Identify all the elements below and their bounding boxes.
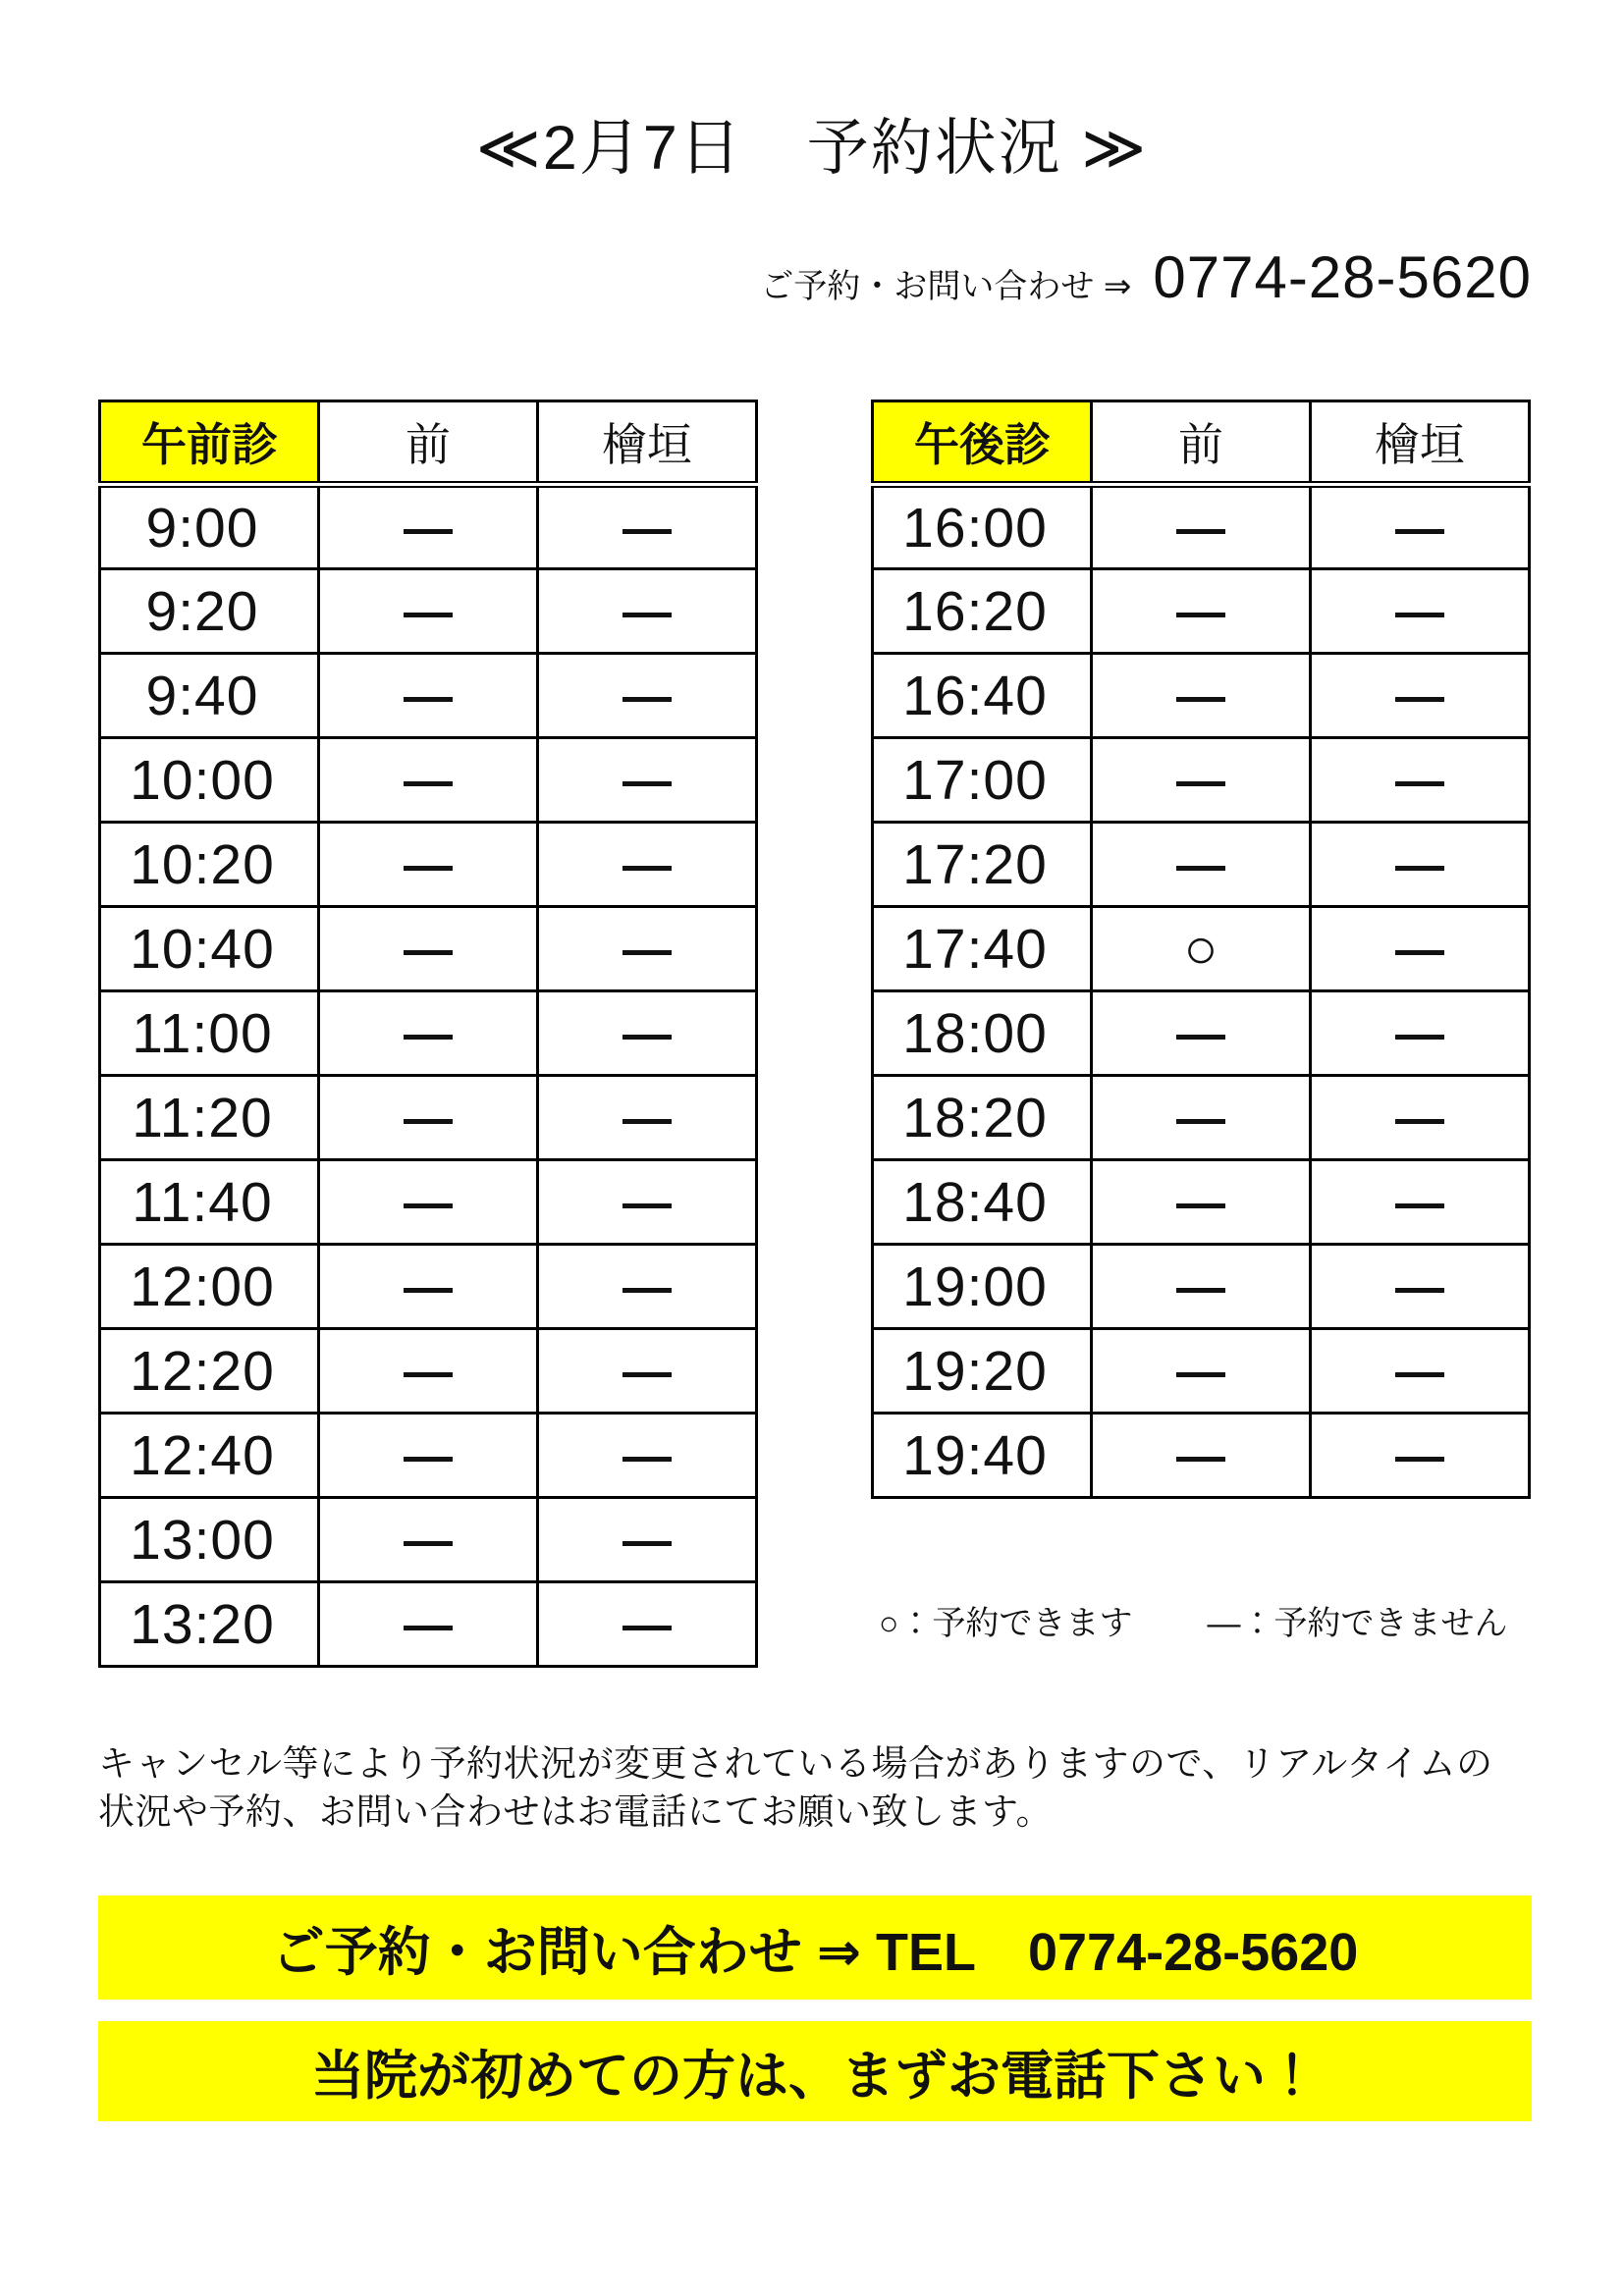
status-unavailable-cell: — bbox=[1311, 991, 1530, 1076]
status-unavailable-cell: — bbox=[1311, 1329, 1530, 1414]
status-unavailable-cell: — bbox=[319, 823, 538, 907]
status-unavailable-cell: — bbox=[319, 1329, 538, 1414]
status-unavailable-cell: — bbox=[538, 1076, 757, 1160]
morning-header-row bbox=[100, 401, 757, 485]
status-unavailable-cell: — bbox=[1092, 1076, 1311, 1160]
status-unavailable-cell: — bbox=[319, 1245, 538, 1329]
table-row bbox=[873, 654, 1530, 738]
morning-schedule-table bbox=[98, 400, 758, 1668]
time-cell: 10:40 bbox=[100, 907, 319, 991]
page-title: ≪2月7日 予約状況 ≫ bbox=[475, 114, 1149, 183]
status-unavailable-cell: — bbox=[319, 1076, 538, 1160]
status-unavailable-cell: — bbox=[538, 907, 757, 991]
phone-banner-text: ご予約・お問い合わせ ⇒ TEL 0774-28-5620 bbox=[271, 1922, 1359, 1982]
legend bbox=[879, 1596, 1508, 1644]
status-unavailable-cell: — bbox=[538, 1582, 757, 1667]
time-cell: 12:40 bbox=[100, 1414, 319, 1498]
status-unavailable-cell: — bbox=[1311, 569, 1530, 654]
status-unavailable-cell: — bbox=[1092, 1245, 1311, 1329]
table-row bbox=[100, 485, 757, 569]
status-unavailable-cell: — bbox=[319, 485, 538, 569]
status-unavailable-cell: — bbox=[538, 485, 757, 569]
status-unavailable-cell: — bbox=[319, 1498, 538, 1582]
status-unavailable-cell: — bbox=[538, 1245, 757, 1329]
afternoon-table-body bbox=[873, 485, 1530, 1498]
status-available-cell: ○ bbox=[1092, 907, 1311, 991]
table-row bbox=[100, 1582, 757, 1667]
table-row bbox=[873, 1329, 1530, 1414]
doctor-mae-header-cell: 前 bbox=[1092, 401, 1311, 485]
status-unavailable-cell: — bbox=[538, 1160, 757, 1245]
time-cell: 18:20 bbox=[873, 1076, 1092, 1160]
status-unavailable-cell: — bbox=[1092, 485, 1311, 569]
legend-unavailable: —：予約できません bbox=[1207, 1605, 1508, 1642]
table-row bbox=[873, 1160, 1530, 1245]
status-unavailable-cell: — bbox=[319, 1582, 538, 1667]
contact-label: ご予約・お問い合わせ ⇒ bbox=[760, 268, 1132, 305]
time-cell: 18:00 bbox=[873, 991, 1092, 1076]
status-unavailable-cell: — bbox=[538, 1498, 757, 1582]
table-row bbox=[873, 991, 1530, 1076]
status-unavailable-cell: — bbox=[319, 654, 538, 738]
time-cell: 11:20 bbox=[100, 1076, 319, 1160]
morning-clinic-header-cell: 午前診 bbox=[100, 401, 319, 485]
status-unavailable-cell: — bbox=[1311, 1414, 1530, 1498]
status-unavailable-cell: — bbox=[1311, 1160, 1530, 1245]
table-row bbox=[100, 1245, 757, 1329]
status-unavailable-cell: — bbox=[1092, 654, 1311, 738]
status-unavailable-cell: — bbox=[319, 1160, 538, 1245]
afternoon-schedule-table bbox=[871, 400, 1531, 1499]
afternoon-clinic-header-cell: 午後診 bbox=[873, 401, 1092, 485]
time-cell: 18:40 bbox=[873, 1160, 1092, 1245]
status-unavailable-cell: — bbox=[1311, 823, 1530, 907]
status-unavailable-cell: — bbox=[538, 569, 757, 654]
afternoon-header-row bbox=[873, 401, 1530, 485]
notice-text: キャンセル等により予約状況が変更されている場合がありますので、リアルタイムの状況や予約、お問い合わせはお電話にてお願い致します。 bbox=[98, 1743, 1493, 1833]
time-cell: 17:00 bbox=[873, 738, 1092, 823]
table-row bbox=[100, 1160, 757, 1245]
time-cell: 17:40 bbox=[873, 907, 1092, 991]
morning-table-container bbox=[98, 400, 758, 1668]
time-cell: 13:00 bbox=[100, 1498, 319, 1582]
table-row bbox=[873, 823, 1530, 907]
time-cell: 9:40 bbox=[100, 654, 319, 738]
status-unavailable-cell: — bbox=[1311, 485, 1530, 569]
time-cell: 13:20 bbox=[100, 1582, 319, 1667]
contact-phone-number: 0774-28-5620 bbox=[1153, 244, 1532, 310]
status-unavailable-cell: — bbox=[319, 991, 538, 1076]
phone-banner bbox=[98, 1896, 1532, 2000]
status-unavailable-cell: — bbox=[538, 1329, 757, 1414]
table-row bbox=[873, 1245, 1530, 1329]
legend-available: ○：予約できます bbox=[879, 1605, 1133, 1642]
time-cell: 11:00 bbox=[100, 991, 319, 1076]
status-unavailable-cell: — bbox=[319, 907, 538, 991]
status-unavailable-cell: — bbox=[1311, 907, 1530, 991]
table-row bbox=[100, 1076, 757, 1160]
time-cell: 12:00 bbox=[100, 1245, 319, 1329]
time-cell: 16:40 bbox=[873, 654, 1092, 738]
status-unavailable-cell: — bbox=[319, 569, 538, 654]
time-cell: 10:20 bbox=[100, 823, 319, 907]
status-unavailable-cell: — bbox=[319, 738, 538, 823]
afternoon-table-container bbox=[871, 400, 1531, 1499]
status-unavailable-cell: — bbox=[1092, 738, 1311, 823]
time-cell: 12:20 bbox=[100, 1329, 319, 1414]
status-unavailable-cell: — bbox=[1311, 738, 1530, 823]
table-row bbox=[873, 738, 1530, 823]
status-unavailable-cell: — bbox=[1311, 1245, 1530, 1329]
time-cell: 17:20 bbox=[873, 823, 1092, 907]
morning-table-body bbox=[100, 485, 757, 1667]
status-unavailable-cell: — bbox=[1311, 1076, 1530, 1160]
status-unavailable-cell: — bbox=[1092, 1329, 1311, 1414]
status-unavailable-cell: — bbox=[1092, 569, 1311, 654]
table-row bbox=[873, 569, 1530, 654]
status-unavailable-cell: — bbox=[319, 1414, 538, 1498]
time-cell: 9:00 bbox=[100, 485, 319, 569]
doctor-higaki-header-cell: 檜垣 bbox=[538, 401, 757, 485]
first-visit-banner bbox=[98, 2021, 1532, 2121]
first-visit-banner-text: 当院が初めての方は、まずお電話下さい！ bbox=[311, 2046, 1319, 2106]
table-row bbox=[100, 1329, 757, 1414]
table-row bbox=[873, 907, 1530, 991]
status-unavailable-cell: — bbox=[1092, 1160, 1311, 1245]
status-unavailable-cell: — bbox=[538, 654, 757, 738]
doctor-higaki-header-cell: 檜垣 bbox=[1311, 401, 1530, 485]
time-cell: 16:00 bbox=[873, 485, 1092, 569]
table-row bbox=[873, 485, 1530, 569]
time-cell: 19:00 bbox=[873, 1245, 1092, 1329]
time-cell: 9:20 bbox=[100, 569, 319, 654]
table-row bbox=[100, 569, 757, 654]
status-unavailable-cell: — bbox=[1092, 991, 1311, 1076]
status-unavailable-cell: — bbox=[1092, 1414, 1311, 1498]
table-row bbox=[100, 907, 757, 991]
time-cell: 19:20 bbox=[873, 1329, 1092, 1414]
status-unavailable-cell: — bbox=[538, 738, 757, 823]
table-row bbox=[100, 1414, 757, 1498]
time-cell: 10:00 bbox=[100, 738, 319, 823]
status-unavailable-cell: — bbox=[538, 823, 757, 907]
status-unavailable-cell: — bbox=[538, 991, 757, 1076]
time-cell: 19:40 bbox=[873, 1414, 1092, 1498]
contact-line bbox=[760, 243, 1532, 311]
status-unavailable-cell: — bbox=[1092, 823, 1311, 907]
time-cell: 11:40 bbox=[100, 1160, 319, 1245]
status-unavailable-cell: — bbox=[538, 1414, 757, 1498]
table-row bbox=[100, 654, 757, 738]
table-row bbox=[100, 823, 757, 907]
time-cell: 16:20 bbox=[873, 569, 1092, 654]
status-unavailable-cell: — bbox=[1311, 654, 1530, 738]
table-row bbox=[873, 1076, 1530, 1160]
table-row bbox=[100, 738, 757, 823]
table-row bbox=[873, 1414, 1530, 1498]
table-row bbox=[100, 991, 757, 1076]
table-row bbox=[100, 1498, 757, 1582]
doctor-mae-header-cell: 前 bbox=[319, 401, 538, 485]
